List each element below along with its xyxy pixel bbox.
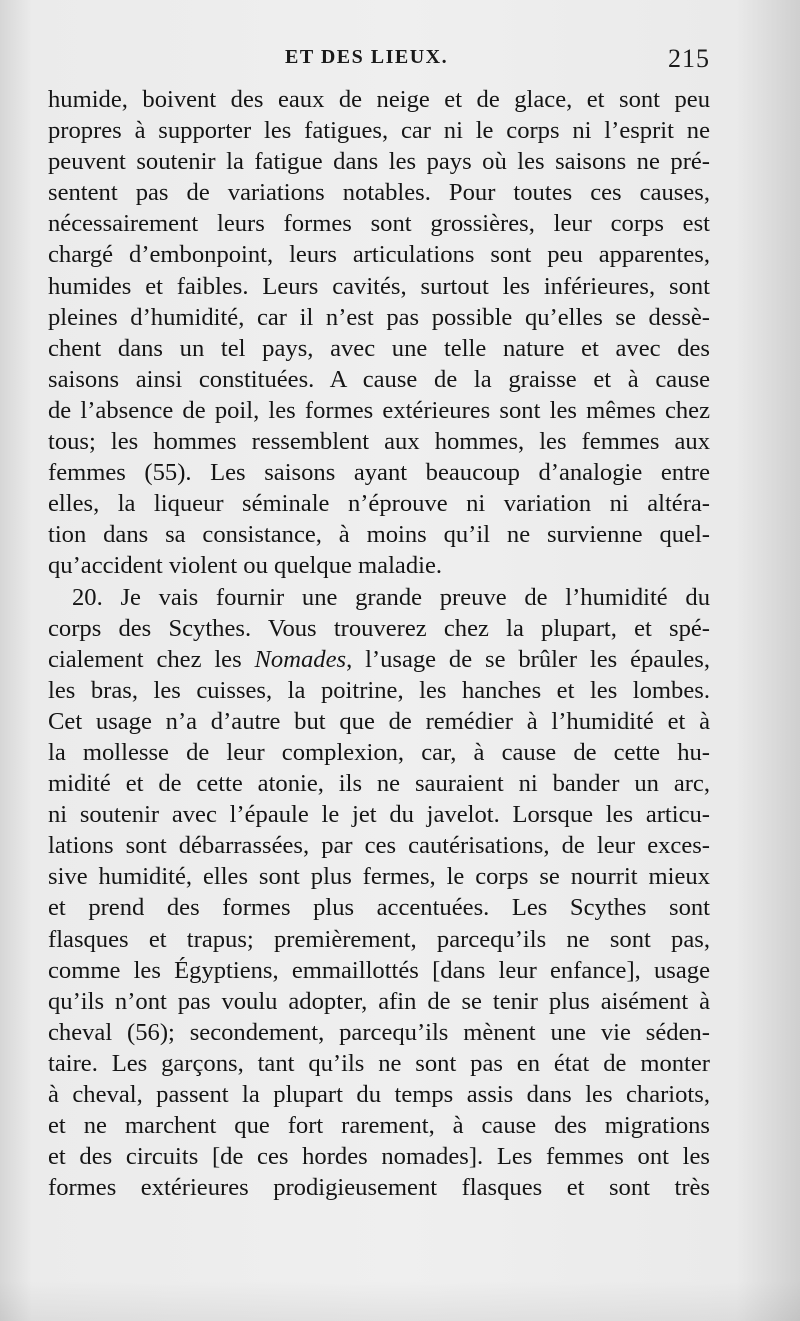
text-line: qu’accident violent ou quelque maladie. <box>48 552 443 580</box>
text-line: et ne marchent que fort rarement, à cause des migrations <box>48 1112 710 1140</box>
page-number: 215 <box>668 44 710 73</box>
text-line: la mollesse de leur complexion, car, à cause de cette hu- <box>48 738 710 766</box>
text-line: taire. Les garçons, tant qu’ils ne sont pas en état de monter <box>48 1049 710 1077</box>
running-title: ET DES LIEUX. <box>285 46 449 68</box>
text-line: tion dans sa consistance, à moins qu’il ne survienne quel- <box>48 521 710 549</box>
text-line: sive humidité, elles sont plus fermes, le corps se nourrit mieux <box>48 863 710 891</box>
text-line: tous; les hommes ressemblent aux hommes, les femmes aux <box>48 428 710 456</box>
text-line-mixed <box>48 644 710 675</box>
text-line: comme les Égyptiens, emmaillottés [dans leur enfance], usage <box>48 956 710 984</box>
text-line: de l’absence de poil, les formes extérieures sont les mêmes chez <box>48 396 710 424</box>
text-line: chargé d’embonpoint, leurs articulations sont peu apparentes, <box>48 241 710 269</box>
emphasis-nomades: Nomades <box>254 645 347 673</box>
text-line: corps des Scythes. Vous trouverez chez la plupart, et spé- <box>48 614 710 642</box>
section-start-line: 20. Je vais fournir une grande preuve de l’humidité du <box>72 583 710 611</box>
text-line: lations sont débarrassées, par ces cautérisations, de leur exces- <box>48 832 710 860</box>
text-line: midité et de cette atonie, ils ne sauraient ni bander un arc, <box>48 770 710 798</box>
text-line: pleines d’humidité, car il n’est pas possible qu’elles se dessè- <box>48 303 710 331</box>
text-segment: , l’usage de se brûler les épaules, <box>346 645 710 673</box>
text-line: et prend des formes plus accentuées. Les Scythes sont <box>48 894 710 922</box>
text-line: et des circuits [de ces hordes nomades]. Les femmes ont les <box>48 1143 710 1171</box>
text-line: Cet usage n’a d’autre but que de remédier à l’humidité et à <box>48 707 710 735</box>
text-line: humide, boivent des eaux de neige et de glace, et sont peu <box>48 86 710 113</box>
text-line: humides et faibles. Leurs cavités, surtout les inférieures, sont <box>48 272 710 300</box>
text-line: formes extérieures prodigieusement flasques et sont très <box>48 1174 710 1202</box>
text-line: saisons ainsi constituées. A cause de la graisse et à cause <box>48 365 710 393</box>
text-line: cheval (56); secondement, parcequ’ils mènent une vie séden- <box>48 1018 710 1046</box>
text-line: femmes (55). Les saisons ayant beaucoup d’analogie entre <box>48 459 710 487</box>
text-line: chent dans un tel pays, avec une telle nature et avec des <box>48 334 710 362</box>
text-line: propres à supporter les fatigues, car ni le corps ni l’esprit ne <box>48 117 710 145</box>
text-line: ni soutenir avec l’épaule le jet du javelot. Lorsque les articu- <box>48 801 710 829</box>
text-line: peuvent soutenir la fatigue dans les pays où les saisons ne pré- <box>48 148 710 176</box>
text-segment: cialement chez les <box>48 645 255 673</box>
text-line: sentent pas de variations notables. Pour toutes ces causes, <box>48 179 710 207</box>
page-shadow <box>0 1281 800 1321</box>
text-line: les bras, les cuisses, la poitrine, les hanches et les lombes. <box>48 676 710 704</box>
body-text <box>48 84 710 1203</box>
text-line: elles, la liqueur séminale n’éprouve ni variation ni altéra- <box>48 490 710 518</box>
text-line: flasques et trapus; premièrement, parcequ’ils ne sont pas, <box>48 925 710 953</box>
text-line: qu’ils n’ont pas voulu adopter, afin de se tenir plus aisément à <box>48 987 710 1015</box>
text-line: nécessairement leurs formes sont grossières, leur corps est <box>48 210 710 238</box>
text-line: à cheval, passent la plupart du temps assis dans les chariots, <box>48 1081 710 1108</box>
running-head <box>50 44 710 74</box>
